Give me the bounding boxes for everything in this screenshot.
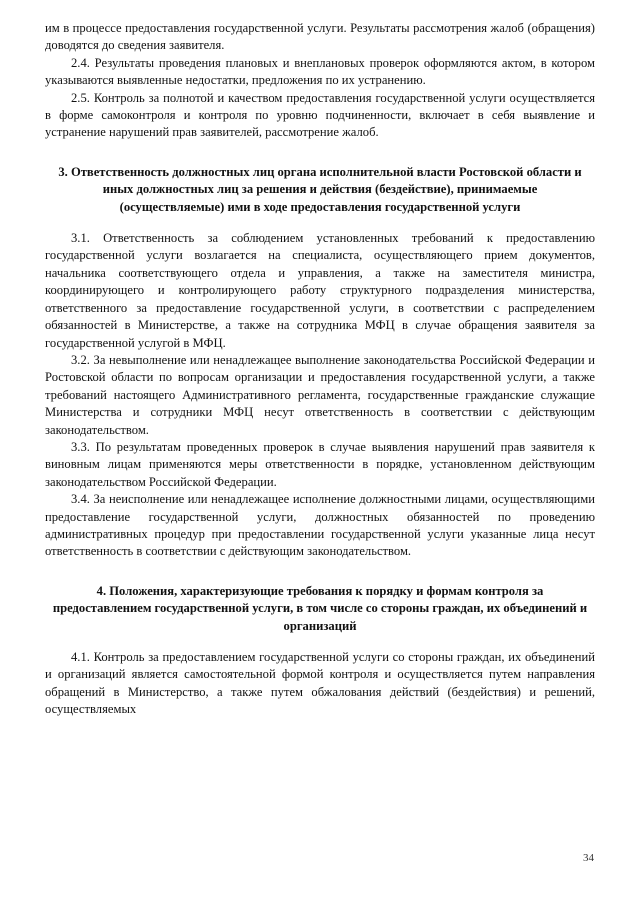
section-3-heading: 3. Ответственность должностных лиц органа исполнительной власти Ростовской области и иных должностных лиц за решения и действия (бездействие), принимаемые (осуществляемые) ими в ходе предоставления государственной услуги	[58, 164, 582, 214]
paragraph-4-1: 4.1. Контроль за предоставлением государственной услуги со стороны граждан, их объединений и организаций является самостоятельной формой контроля и осуществляется путем направления обращений в Министерство, а также путем обжалования действий (бездействия) и решений, осуществляемых	[45, 650, 595, 717]
section-spacer	[45, 216, 595, 230]
section-spacer	[45, 142, 595, 164]
section-4-heading: 4. Положения, характеризующие требования к порядку и формам контроля за предоставлением государственной услуги, в том числе со стороны граждан, их объединений и организаций	[52, 583, 588, 633]
section-spacer	[45, 635, 595, 649]
paragraph-intro-continuation: им в процессе предоставления государственной услуги. Результаты рассмотрения жалоб (обращения) доводятся до сведения заявителя.	[45, 21, 595, 53]
section-spacer	[45, 561, 595, 583]
paragraph-3-2: 3.2. За невыполнение или ненадлежащее выполнение законодательства Российской Федерации и Ростовской области по вопросам организации и предоставления государственной услуги, а также требований настоящего Административного регламента, государственные гражданские служащие Министерства и сотрудники МФЦ несут ответственность в соответствии с действующим законодательством.	[45, 352, 595, 437]
page-number: 34	[583, 852, 594, 864]
paragraph-3-3: 3.3. По результатам проведенных проверок в случае выявления нарушений прав заявителя к виновным лицам применяются меры ответственности в порядке, установленном действующим законодательством Российской Федерации.	[45, 439, 595, 489]
paragraph-3-4: 3.4. За неисполнение или ненадлежащее исполнение должностными лицами, осуществляющими предоставление государственной услуги, должностных обязанностей по проведению административных процедур при предоставлении государственной услуги указанные лица несут ответственность в соответствии с действующим законодательством.	[45, 492, 595, 559]
paragraph-2-4: 2.4. Результаты проведения плановых и внеплановых проверок оформляются актом, в котором указываются выявленные недостатки, предложения по их устранению.	[45, 55, 595, 88]
paragraph-3-1: 3.1. Ответственность за соблюдением установленных требований к предоставлению государственной услуги возлагается на специалиста, осуществляющего прием документов, начальника соответствующего отдела и управления, а также на заместителя министра, координирующего и контролирующего работу структурного подразделения министерства, ответственного за предоставление государственной услуги, в соответствии с распределением обязанностей в Министерстве, а также на сотрудника МФЦ в случае обращения заявителя за государственной услугой в МФЦ.	[45, 231, 595, 350]
paragraph-2-5: 2.5. Контроль за полнотой и качеством предоставления государственной услуги осуществляется в форме самоконтроля и контроля по уровню подчиненности, включает в себя выявление и устранение нарушений прав заявителей, рассмотрение жалоб.	[45, 90, 595, 140]
